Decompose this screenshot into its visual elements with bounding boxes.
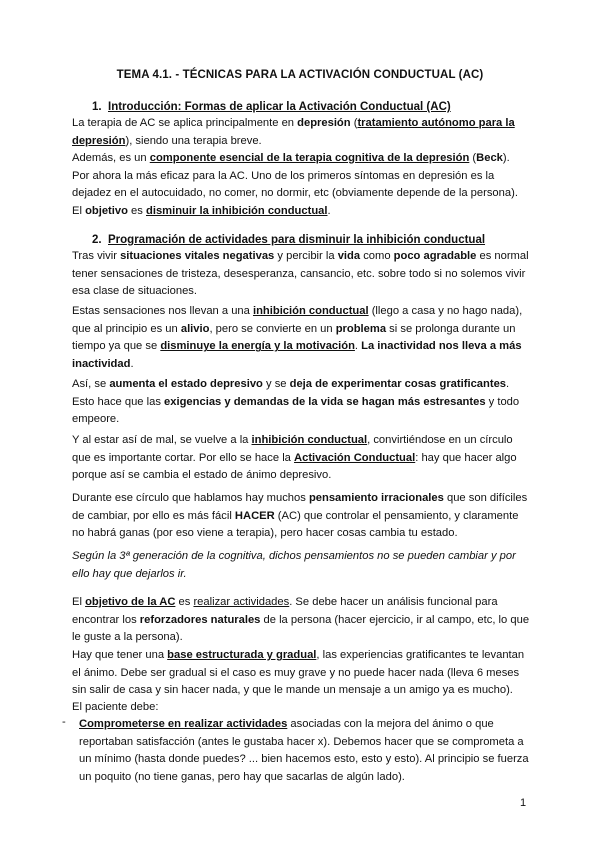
underlined-bold-run: inhibición conductual bbox=[252, 305, 369, 317]
text-run: Tras vivir bbox=[72, 250, 121, 262]
text-run: Y al estar así de mal, se vuelve a la bbox=[72, 434, 252, 446]
bold-run: situaciones vitales negativas bbox=[120, 250, 275, 262]
bold-run: aumenta el estado depresivo bbox=[109, 378, 263, 390]
text-run: ( bbox=[469, 152, 477, 164]
text-run: asociadas con la mejora del ánimo o que reportaban satisfacción (antes le gustaba hacer x). Debemos hacer que se comprometa a un mínimo (hasta donde puedes? ... bien hacemos esto, esto y esto). Al principio se fuerza un poquito (no tiene ganas, pero hay que sacarlas de algún lado). bbox=[79, 718, 529, 784]
section-2-heading bbox=[92, 234, 485, 246]
text-run: que son difíciles de cambiar, por ello es más fácil bbox=[72, 492, 528, 522]
section-2-paragraph-5 bbox=[72, 490, 530, 543]
text-run: . bbox=[327, 205, 331, 217]
text-run: si se prolonga durante un tiempo ya que se bbox=[72, 322, 516, 353]
text-run: . Se debe hacer un análisis funcional para encontrar los bbox=[72, 596, 498, 626]
underlined-bold-run: tratamiento autónomo para la depresión bbox=[72, 117, 515, 147]
bullet-item-1 bbox=[79, 716, 530, 787]
section-2-title: Programación de actividades para disminuir la inhibición conductual bbox=[108, 234, 486, 246]
text-run: como bbox=[360, 250, 394, 262]
text-run: y se bbox=[262, 378, 290, 390]
bold-run: poco agradable bbox=[393, 250, 477, 262]
section-2-paragraph-4 bbox=[72, 432, 530, 485]
text-run: , convirtiéndose en un círculo que es importante cortar. Por ello se hace la bbox=[72, 434, 513, 464]
section-2-paragraph-6-italic-note bbox=[72, 548, 530, 583]
section-2-paragraph-2 bbox=[72, 303, 530, 374]
text-run: es normal tener sensaciones de tristeza, desesperanza, cansancio, etc. sobre todo si no solemos vivir esa clase de situaciones. bbox=[72, 250, 529, 298]
section-2-paragraph-8 bbox=[72, 647, 530, 700]
section-1-paragraph-2 bbox=[72, 150, 530, 203]
document-title: TEMA 4.1. - TÉCNICAS PARA LA ACTIVACIÓN CONDUCTUAL (AC) bbox=[116, 69, 484, 81]
text-run: , las experiencias gratificantes te levantan el ánimo. Debe ser gradual si el caso es muy grave y no puede hacer nada (lleva 6 meses sin salir de casa y sin hacer nada, y que le mande un mensaje a un amigo ya es mucho). bbox=[72, 649, 525, 697]
underlined-bold-run: Comprometerse en realizar actividades bbox=[79, 718, 288, 730]
text-run: . Esto hace que las bbox=[72, 378, 510, 408]
text-run: y percibir la bbox=[274, 250, 338, 262]
bold-run: deja de experimentar cosas gratificantes bbox=[289, 378, 507, 390]
text-run: . bbox=[354, 340, 362, 353]
underlined-bold-run: objetivo de la AC bbox=[85, 596, 176, 608]
underlined-bold-run: base estructurada y gradual bbox=[167, 649, 317, 661]
bold-run: problema bbox=[335, 322, 387, 335]
bold-run: exigencias y demandas de la vida se hagan más estresantes bbox=[164, 395, 486, 408]
underlined-bold-run: disminuye la energía y la motivación bbox=[160, 340, 355, 353]
bold-run: La inactividad nos lleva a más inactividad bbox=[72, 340, 522, 371]
text-run: El bbox=[72, 596, 86, 608]
section-1-paragraph-3 bbox=[72, 203, 530, 221]
bold-run: pensamiento irracionales bbox=[308, 492, 444, 504]
section-2-number: 2. bbox=[92, 234, 102, 246]
underlined-bold-run: inhibición conductual bbox=[251, 434, 368, 446]
text-run: : hay que hacer algo porque así se cambia el estado de ánimo depresivo. bbox=[72, 451, 517, 482]
section-1-paragraph-1 bbox=[72, 115, 530, 150]
bold-run: reforzadores naturales bbox=[139, 613, 261, 626]
text-run: Así, se bbox=[72, 378, 110, 390]
text-run: Estas sensaciones nos llevan a una bbox=[72, 305, 253, 317]
bold-run: objetivo bbox=[85, 205, 128, 217]
section-1-title: Introducción: Formas de aplicar la Activación Conductual (AC) bbox=[108, 101, 451, 113]
text-run: El paciente debe: bbox=[72, 701, 159, 713]
section-2-paragraph-7 bbox=[72, 594, 530, 647]
bullet-dash: - bbox=[62, 716, 66, 728]
underlined-bold-run: disminuir la inhibición conductual bbox=[146, 205, 328, 217]
text-run: . bbox=[130, 358, 134, 371]
text-run: El bbox=[72, 205, 86, 217]
underlined-bold-run: Activación Conductual bbox=[294, 451, 416, 464]
text-run: es bbox=[127, 205, 146, 217]
text-run: Hay que tener una bbox=[72, 649, 168, 661]
section-1-number: 1. bbox=[92, 101, 102, 113]
section-2-paragraph-1 bbox=[72, 248, 530, 301]
underlined-bold-run: componente esencial de la terapia cognitiva de la depresión bbox=[149, 152, 470, 164]
underlined-run: realizar actividades bbox=[193, 596, 290, 608]
section-1-heading bbox=[92, 101, 451, 113]
text-run: ), siendo una terapia breve. bbox=[125, 134, 262, 147]
page-number: 1 bbox=[520, 797, 527, 809]
text-run: (llego a casa y no hago nada), que al principio es un bbox=[72, 305, 523, 335]
section-2-paragraph-9 bbox=[72, 699, 530, 717]
bold-run: Beck bbox=[476, 152, 503, 164]
text-run: (AC) que controlar el pensamiento, y claramente no habrá ganas (por eso viene a terapia), pero hacer cosas cambia tu estado. bbox=[72, 509, 519, 540]
text-run: y todo empeore. bbox=[72, 395, 520, 426]
text-run: La terapia de AC se aplica principalmente en bbox=[72, 117, 298, 129]
italic-run: Según la 3ª generación de la cognitiva, dichos pensamientos no se pueden cambiar y por ello hay que dejarlos ir. bbox=[72, 550, 516, 580]
text-run: ( bbox=[350, 117, 358, 129]
text-run: es bbox=[175, 596, 194, 608]
text-run: Durante ese círculo que hablamos hay muchos bbox=[72, 492, 309, 504]
section-2-paragraph-3 bbox=[72, 376, 530, 429]
text-run: ). Por ahora la más eficaz para la AC. Uno de los primeros síntomas en depresión es la dejadez en el autocuidado, no comer, no dormir, etc (obviamente depende de la persona). bbox=[72, 152, 518, 200]
text-run: Además, es un bbox=[72, 152, 150, 164]
text-run: de la persona (hacer ejercicio, ir al campo, etc, lo que le guste a la persona). bbox=[72, 613, 530, 644]
bold-run: HACER bbox=[234, 509, 275, 522]
text-run: , pero se convierte en un bbox=[209, 322, 336, 335]
bold-run: depresión bbox=[297, 117, 351, 129]
bold-run: vida bbox=[337, 250, 361, 262]
bold-run: alivio bbox=[180, 322, 210, 335]
